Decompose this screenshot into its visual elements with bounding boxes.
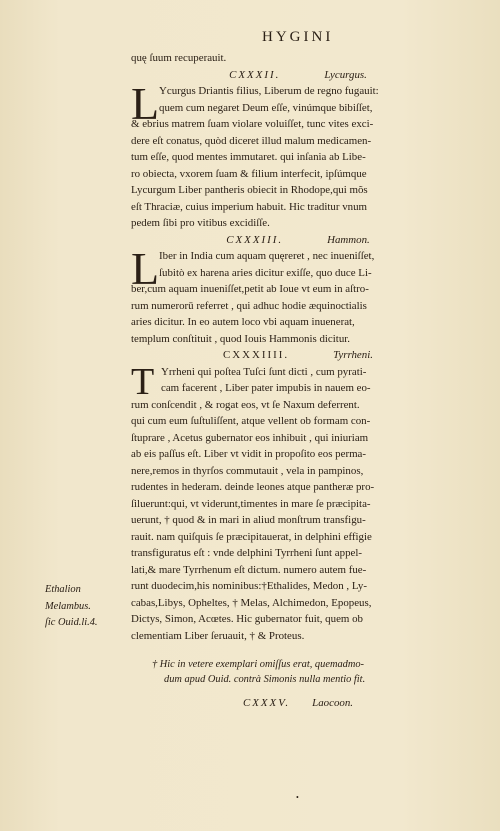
- marginal-note: ſic Ouid.li.4.: [45, 617, 98, 628]
- text-line: ab eis paſſus eſt. Liber vt vidit in propoſito eos perma-: [131, 448, 367, 460]
- chapter-number: CXXXIIII.: [223, 349, 290, 361]
- text-line: ber,cum aquam inueniſſet,petit ab Ioue vt eum in aſtro-: [131, 283, 369, 295]
- text-line: lati,& mare Tyrrhenum eſt dictum. numero autem fue-: [131, 563, 367, 576]
- chapter-number: CXXXV.: [242, 697, 291, 709]
- footnote-line: † Hic in vetere exemplari omiſſus erat, quemadmo-: [152, 659, 364, 670]
- text-line: Iber in India cum aquam quęreret , nec inueniſſet,: [159, 250, 375, 262]
- text-line: dere eſt conatus, quòd diceret illud malum medicamen-: [131, 134, 372, 147]
- drop-cap: L: [131, 243, 160, 294]
- running-head: HYGINI: [262, 29, 334, 45]
- text-line: Yrrheni qui poſtea Tuſci ſunt dicti , cum pyrati-: [161, 365, 367, 378]
- text-line: Dictys, Simon, Acœtes. Hic gubernator fuit, quem ob: [131, 613, 363, 625]
- marginal-note: Melambus.: [45, 600, 91, 612]
- text-line: ſiluerunt:qui, vt viderunt,timentes in mare ſe præcipita-: [131, 497, 371, 510]
- text-line: templum conſtituit , quod Iouis Hammonis dicitur.: [131, 332, 351, 345]
- chapter-name: Laocoon.: [312, 697, 354, 709]
- text-line: transfiguratus eſt : vnde delphini Tyrrheni ſunt appel-: [131, 547, 363, 559]
- chapter-number: CXXXII.: [229, 68, 281, 81]
- text-line: ſtuprare , Acetus gubernator eos inhibuit , qui iniuriam: [131, 431, 369, 444]
- text-line: pedem ſibi pro vitibus excidiſſe.: [131, 217, 270, 229]
- chapter-heading-132: [131, 67, 465, 84]
- next-chapter-heading: [131, 697, 465, 709]
- text-line: Lycurgum Liber pantheris obiecit in Rhodope,qui mõs: [131, 184, 368, 196]
- drop-cap: T: [131, 360, 155, 403]
- footnote-line: dum apud Ouid. contrà Simonis nulla mentio fit.: [164, 674, 366, 685]
- opening-line: quę ſuum recuperauit.: [131, 52, 227, 64]
- text-line: tum eſſe, quod mentes immutaret. qui inſania ab Libe-: [131, 151, 366, 163]
- drop-cap: L: [131, 78, 160, 129]
- chapter-heading-133: [131, 232, 465, 249]
- text-line: quem cum negaret Deum eſſe, vinúmque bibiſſet,: [159, 101, 373, 114]
- text-line: ſubitò ex harena aries dicitur exiſſe, quo duce Li-: [159, 266, 372, 279]
- text-line: rum conſcendit , & rogat eos, vt ſe Naxum deferrent.: [131, 398, 360, 411]
- text-line: uerunt, † quod & in mari in aliud monſtrum transfigu-: [131, 514, 366, 526]
- text-line: rauit. nam quiſquis ſe præcipitauerat, in delphini effigie: [131, 530, 372, 543]
- page-mark: •: [296, 793, 299, 802]
- text-line: nere,remos in thyrſos commutauit , vela in pampinos,: [131, 464, 364, 477]
- footnote: [152, 657, 472, 687]
- chapter-number: CXXXIII.: [226, 233, 284, 246]
- text-line: Ycurgus Driantis filius, Liberum de regno fugauit:: [159, 85, 379, 97]
- chapter-heading-134: [131, 347, 465, 364]
- marginal-note: Ethalion: [45, 584, 81, 595]
- text-line: eſt Thraciæ, cuius imperium habuit. Hic traditur vnum: [131, 200, 368, 213]
- text-line: qui cum eum ſuſtuliſſent, atque vellent ob formam con-: [131, 415, 371, 427]
- chapter-name: Lycurgus.: [324, 68, 367, 81]
- text-line: & ebrius matrem ſuam violare voluiſſet, tunc vites exci-: [131, 118, 374, 130]
- chapter-name: Hammon.: [327, 233, 370, 246]
- chapter-body-132: [131, 78, 465, 232]
- chapter-body-133: [131, 243, 465, 347]
- marginal-notes: [45, 582, 98, 632]
- text-line: clementiam Liber ſeruauit, † & Proteus.: [131, 629, 305, 642]
- text-line: rum numerorū referret , qui adhuc hodie æquinoctialis: [131, 299, 367, 312]
- text-line: rudentes in hederam. deinde leones atque pantheræ pro-: [131, 481, 375, 493]
- text-line: runt duodecim,his nominibus:†Ethalides, Medon , Ly-: [131, 580, 367, 592]
- chapter-body-134: [131, 360, 465, 645]
- chapter-name: Tyrrheni.: [333, 349, 373, 361]
- text-line: ro obiecta, vxorem ſuam & filium interfecit, ipſúmque: [131, 167, 367, 180]
- text-line: cam facerent , Liber pater impubis in nauem eo-: [161, 382, 371, 394]
- text-line: aries dicitur. In eo autem loco vbi aquam inuenerat,: [131, 316, 355, 328]
- main-text: [131, 50, 465, 644]
- text-line: cabas,Libys, Opheltes, † Melas, Alchimedon, Epopeus,: [131, 596, 372, 609]
